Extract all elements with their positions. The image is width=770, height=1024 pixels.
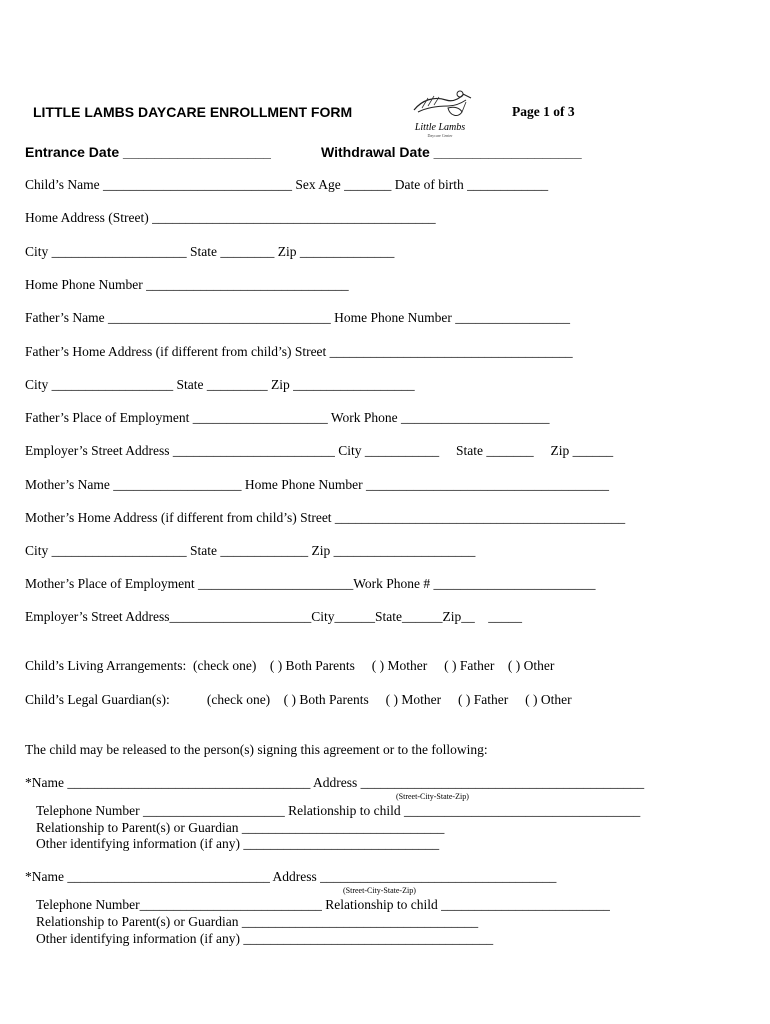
mother-name-line[interactable]: Mother’s Name ___________________ Home Phone Number ____________________________________	[25, 477, 609, 492]
street-hint-1: (Street-City-State-Zip)	[396, 792, 469, 801]
release-name-line-1[interactable]: *Name ____________________________________ Address __________________________________________	[25, 775, 645, 790]
city-state-zip-line[interactable]: City ____________________ State ________ Zip ______________	[25, 244, 395, 259]
release-name-line-2[interactable]: *Name ______________________________ Address ___________________________________	[25, 869, 557, 884]
living-arrangements-line[interactable]: Child’s Living Arrangements: (check one) ( ) Both Parents ( ) Mother ( ) Father ( ) Other	[25, 658, 555, 673]
other-info-line-1[interactable]: Other identifying information (if any) _____________________________	[36, 836, 440, 851]
father-employment-line[interactable]: Father’s Place of Employment ____________________ Work Phone ______________________	[25, 410, 550, 425]
mother-address-line[interactable]: Mother’s Home Address (if different from child’s) Street ___________________________________________	[25, 510, 626, 525]
logo-text: Little Lambs	[414, 122, 466, 133]
father-address-line[interactable]: Father’s Home Address (if different from child’s) Street ____________________________________	[25, 344, 573, 359]
mother-employment-line[interactable]: Mother’s Place of Employment _______________________Work Phone # ________________________	[25, 576, 596, 591]
father-name-line[interactable]: Father’s Name _________________________________ Home Phone Number _________________	[25, 310, 570, 325]
relationship-line-2[interactable]: Relationship to Parent(s) or Guardian ___________________________________	[36, 914, 479, 929]
relationship-line-1[interactable]: Relationship to Parent(s) or Guardian ______________________________	[36, 820, 445, 835]
street-hint-2: (Street-City-State-Zip)	[343, 886, 416, 895]
legal-guardian-line[interactable]: Child’s Legal Guardian(s): (check one) ( ) Both Parents ( ) Mother ( ) Father ( ) Other	[25, 692, 572, 707]
telephone-line-1[interactable]: Telephone Number _____________________ Relationship to child ___________________________________	[36, 803, 641, 818]
entrance-date-field[interactable]: Entrance Date ___________________	[25, 144, 271, 160]
telephone-line-2[interactable]: Telephone Number___________________________ Relationship to child _________________________	[36, 897, 610, 912]
other-info-line-2[interactable]: Other identifying information (if any) _____________________________________	[36, 931, 494, 946]
father-city-line[interactable]: City __________________ State _________ Zip __________________	[25, 377, 415, 392]
home-address-line[interactable]: Home Address (Street) __________________________________________	[25, 210, 436, 225]
father-employer-address-line[interactable]: Employer’s Street Address ________________________ City ___________ State _______ Zip ______	[25, 443, 614, 458]
stork-icon	[408, 86, 472, 126]
home-phone-line[interactable]: Home Phone Number ______________________________	[25, 277, 349, 292]
child-name-line[interactable]: Child’s Name ____________________________ Sex Age _______ Date of birth ____________	[25, 177, 549, 192]
mother-city-line[interactable]: City ____________________ State _____________ Zip _____________________	[25, 543, 476, 558]
form-title: LITTLE LAMBS DAYCARE ENROLLMENT FORM	[33, 104, 353, 120]
withdrawal-date-field[interactable]: Withdrawal Date ___________________	[321, 144, 582, 160]
logo-subtext: Daycare Center	[427, 133, 453, 138]
mother-employer-address-line[interactable]: Employer’s Street Address_____________________City______State______Zip__ _____	[25, 609, 522, 624]
page-number: Page 1 of 3	[512, 104, 575, 119]
release-statement: The child may be released to the person(s) signing this agreement or to the following:	[25, 742, 488, 757]
